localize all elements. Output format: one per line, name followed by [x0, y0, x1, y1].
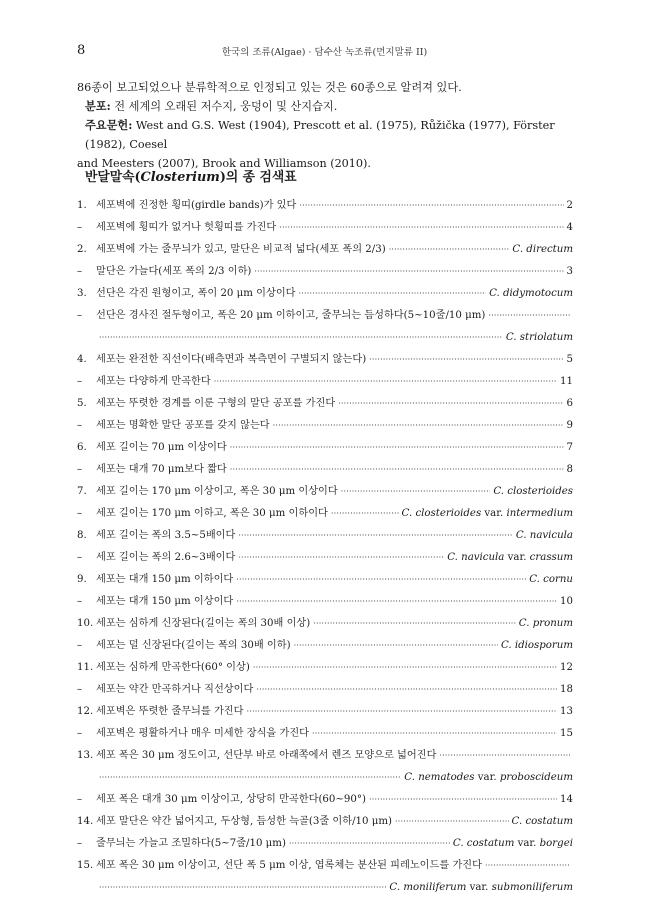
leader-dots — [338, 393, 563, 415]
key-lead-target — [560, 679, 573, 701]
key-entry — [77, 415, 573, 437]
leader-dots — [294, 635, 498, 657]
references-label: 주요문헌: — [85, 118, 133, 132]
page-number: 8 — [77, 43, 86, 58]
key-entry — [77, 437, 573, 459]
leader-dots — [279, 217, 563, 239]
distribution-text: 전 세계의 오래된 저수지, 웅덩이 및 산지습지. — [110, 100, 338, 113]
key-entry — [77, 613, 573, 635]
key-lead-description: 세포 폭은 대개 30 μm 이상이고, 상당히 만곡한다(60~90°) — [96, 794, 366, 805]
key-lead-row — [77, 415, 573, 437]
key-lead-target — [567, 437, 573, 459]
key-lead-taxon: 8 — [566, 464, 573, 475]
key-lead-row — [77, 635, 573, 657]
leader-dots — [389, 239, 510, 261]
key-entry — [77, 217, 573, 239]
key-lead-description: 세포 폭은 30 μm 정도이고, 선단부 바로 아래쪽에서 렌즈 모양으로 넓어진다 — [96, 750, 437, 761]
key-entry — [77, 569, 573, 591]
key-lead-taxon: C. idiosporum — [500, 640, 573, 651]
key-lead-row — [77, 459, 573, 481]
key-lead-row — [77, 745, 573, 767]
key-lead-target — [529, 569, 573, 591]
key-lead-target — [567, 261, 573, 283]
key-lead-description: 세포벽에 진정한 횡띠(girdle bands)가 있다 — [96, 200, 297, 211]
key-lead-number: 13. — [77, 750, 94, 761]
key-lead-row — [77, 679, 573, 701]
key-lead-target — [560, 789, 573, 811]
key-lead-taxon: C. didymotocum — [489, 288, 573, 299]
references-continuation: and Meesters (2007), Brook and Williamson (2010). — [77, 157, 371, 170]
key-lead-var-name: borgei — [539, 838, 573, 849]
key-entry — [77, 855, 573, 899]
key-lead-number: – — [77, 508, 83, 519]
leader-dots — [238, 547, 444, 569]
key-lead-row — [77, 723, 573, 745]
key-lead-taxon: C. moniliferum — [389, 882, 467, 893]
key-entry — [77, 305, 573, 349]
key-lead-target — [453, 833, 573, 855]
key-lead-var-name: crassum — [529, 552, 573, 563]
key-lead-number: 8. — [77, 530, 87, 541]
key-lead-row — [77, 349, 573, 371]
distribution-paragraph — [77, 97, 573, 116]
key-lead-number: – — [77, 376, 83, 387]
key-entry — [77, 657, 573, 679]
key-lead-row — [77, 195, 573, 217]
key-lead-description: 세포는 약간 만곡하거나 직선상이다 — [96, 684, 254, 695]
key-lead-row — [77, 591, 573, 613]
key-lead-number: 15. — [77, 860, 94, 871]
key-lead-description: 세포는 대개 70 μm보다 짧다 — [96, 464, 227, 475]
key-entry — [77, 459, 573, 481]
key-lead-row — [77, 283, 573, 305]
key-lead-target — [402, 503, 573, 525]
key-lead-number: 3. — [77, 288, 87, 299]
leader-dots — [247, 701, 558, 723]
key-lead-number: 10. — [77, 618, 94, 629]
key-lead-description: 선단은 경사진 절두형이고, 폭은 20 μm 이하이고, 줄무늬는 듬성하다(5~10줄/10 μm) — [96, 310, 486, 321]
key-lead-description: 세포는 명확한 말단 공포를 갖지 않는다 — [96, 420, 270, 431]
key-lead-var-marker: var. — [504, 552, 530, 563]
key-lead-taxon: C. striolatum — [505, 332, 573, 343]
key-entry — [77, 679, 573, 701]
key-lead-taxon: C. navicula — [447, 552, 505, 563]
running-title: 한국의 조류(Algae) · 담수산 녹조류(먼지말류 II) — [221, 47, 428, 58]
key-lead-taxon: 5 — [566, 354, 573, 365]
key-lead-taxon: 11 — [560, 376, 573, 387]
key-lead-target — [389, 877, 573, 899]
key-entry — [77, 745, 573, 789]
key-lead-number: 11. — [77, 662, 94, 673]
key-lead-var-marker: var. — [474, 772, 500, 783]
key-entry — [77, 789, 573, 811]
leader-dots — [289, 833, 450, 855]
key-entry — [77, 547, 573, 569]
leader-dots — [256, 679, 557, 701]
key-lead-description: 세포는 심하게 만곡한다(60° 이상) — [96, 662, 250, 673]
key-lead-row — [77, 613, 573, 635]
key-lead-description: 세포는 다양하게 만곡한다 — [96, 376, 211, 387]
key-lead-description: 세포 길이는 70 μm 이상이다 — [96, 442, 227, 453]
intro-text — [77, 78, 573, 173]
leader-dots — [313, 613, 516, 635]
key-lead-number: – — [77, 420, 83, 431]
key-entry — [77, 833, 573, 855]
leader-dots — [273, 415, 564, 437]
key-lead-target — [560, 723, 573, 745]
key-lead-target — [560, 371, 573, 393]
key-lead-taxon: 7 — [566, 442, 573, 453]
key-lead-description: 세포벽은 뚜렷한 줄무늬를 가진다 — [96, 706, 244, 717]
key-lead-description: 줄무늬는 가늘고 조밀하다(5~7줄/10 μm) — [96, 838, 286, 849]
key-lead-taxon: 15 — [560, 728, 573, 739]
key-lead-continuation — [77, 767, 573, 789]
key-lead-number: 14. — [77, 816, 94, 827]
key-lead-description: 선단은 각진 원형이고, 폭이 20 μm 이상이다 — [96, 288, 296, 299]
key-lead-target — [404, 767, 573, 789]
key-entry — [77, 701, 573, 723]
key-lead-taxon: 13 — [560, 706, 573, 717]
key-lead-var-name: proboscideum — [499, 772, 573, 783]
leader-dots — [230, 459, 564, 481]
leader-dots — [99, 327, 503, 349]
key-lead-target — [567, 195, 573, 217]
key-lead-target — [567, 393, 573, 415]
key-entry — [77, 635, 573, 657]
key-lead-target — [567, 217, 573, 239]
key-lead-row — [77, 569, 573, 591]
key-lead-var-marker: var. — [514, 838, 540, 849]
key-lead-target — [560, 591, 573, 613]
key-lead-row — [77, 833, 573, 855]
key-lead-target — [516, 525, 573, 547]
key-lead-row — [77, 261, 573, 283]
key-lead-row — [77, 503, 573, 525]
key-lead-row — [77, 525, 573, 547]
key-lead-description: 세포벽에 횡띠가 없거나 헛횡띠를 가진다 — [96, 222, 277, 233]
key-lead-description: 세포벽에 가는 줄무늬가 있고, 말단은 비교적 넓다(세포 폭의 2/3) — [96, 244, 386, 255]
key-lead-description: 세포는 대개 150 μm 이하이다 — [96, 574, 234, 585]
key-lead-number: – — [77, 266, 83, 277]
leader-dots — [236, 591, 557, 613]
leader-dots — [485, 855, 570, 877]
key-lead-row — [77, 789, 573, 811]
key-entry — [77, 723, 573, 745]
key-lead-taxon: 18 — [560, 684, 573, 695]
key-lead-taxon: C. costatum — [452, 838, 515, 849]
key-lead-number: – — [77, 728, 83, 739]
key-lead-target — [501, 635, 573, 657]
leader-dots — [214, 371, 557, 393]
leader-dots — [369, 789, 557, 811]
key-entry — [77, 349, 573, 371]
leader-dots — [99, 877, 386, 899]
leader-dots — [230, 437, 564, 459]
key-lead-target — [567, 349, 573, 371]
key-lead-description: 세포 길이는 170 μm 이상이고, 폭은 30 μm 이상이다 — [96, 486, 338, 497]
key-lead-row — [77, 657, 573, 679]
key-lead-taxon: 3 — [566, 266, 573, 277]
key-entry — [77, 503, 573, 525]
leader-dots — [99, 767, 401, 789]
page-header — [77, 43, 572, 57]
key-lead-number: – — [77, 684, 83, 695]
key-lead-target — [567, 459, 573, 481]
key-lead-target — [519, 613, 573, 635]
key-heading-suffix: )의 종 검색표 — [219, 170, 297, 185]
key-lead-number: – — [77, 222, 83, 233]
key-entry — [77, 239, 573, 261]
key-lead-taxon: C. nematodes — [404, 772, 475, 783]
references-paragraph — [77, 116, 573, 154]
leader-dots — [238, 525, 512, 547]
key-lead-taxon: 6 — [566, 398, 573, 409]
key-lead-row — [77, 481, 573, 503]
key-lead-description: 세포벽은 평활하거나 매우 미세한 장식을 가진다 — [96, 728, 310, 739]
key-lead-description: 세포는 덜 신장된다(길이는 폭의 30배 이하) — [96, 640, 291, 651]
key-lead-taxon: 12 — [560, 662, 573, 673]
key-lead-number: 7. — [77, 486, 87, 497]
key-lead-row — [77, 239, 573, 261]
key-lead-number: – — [77, 640, 83, 651]
key-lead-number: 9. — [77, 574, 87, 585]
key-lead-taxon: C. cornu — [529, 574, 573, 585]
leader-dots — [488, 305, 570, 327]
key-heading-genus: Closterium — [140, 170, 220, 185]
leader-dots — [236, 569, 526, 591]
key-entry — [77, 393, 573, 415]
key-lead-taxon: 14 — [560, 794, 573, 805]
identification-key — [77, 195, 573, 899]
key-entry — [77, 371, 573, 393]
key-lead-taxon: C. pronum — [518, 618, 573, 629]
key-lead-row — [77, 393, 573, 415]
leader-dots — [299, 283, 487, 305]
leader-dots — [331, 503, 399, 525]
key-lead-taxon: 10 — [560, 596, 573, 607]
key-lead-number: – — [77, 552, 83, 563]
key-lead-row — [77, 371, 573, 393]
key-lead-row — [77, 217, 573, 239]
key-lead-number: – — [77, 596, 83, 607]
key-lead-taxon: 9 — [566, 420, 573, 431]
key-lead-continuation — [77, 877, 573, 899]
key-lead-number: 12. — [77, 706, 94, 717]
key-lead-description: 세포 길이는 폭의 3.5~5배이다 — [96, 530, 236, 541]
key-lead-taxon: C. closterioides — [493, 486, 573, 497]
key-lead-var-marker: var. — [466, 882, 492, 893]
key-entry — [77, 481, 573, 503]
key-lead-number: – — [77, 464, 83, 475]
key-lead-target — [560, 657, 573, 679]
key-lead-taxon: C. closterioides — [401, 508, 482, 519]
key-lead-description: 세포 길이는 170 μm 이하고, 폭은 30 μm 이하이다 — [96, 508, 328, 519]
key-heading — [85, 166, 297, 185]
key-lead-var-marker: var. — [481, 508, 507, 519]
leader-dots — [253, 657, 557, 679]
key-lead-number: – — [77, 794, 83, 805]
key-lead-target — [493, 481, 573, 503]
key-lead-target — [489, 283, 573, 305]
leader-dots — [312, 723, 557, 745]
key-entry — [77, 261, 573, 283]
key-lead-row — [77, 305, 573, 327]
key-lead-var-name: intermedium — [506, 508, 573, 519]
key-lead-taxon: 2 — [566, 200, 573, 211]
key-lead-number: – — [77, 838, 83, 849]
key-lead-taxon: C. navicula — [515, 530, 573, 541]
key-lead-number: 6. — [77, 442, 87, 453]
key-lead-target — [567, 415, 573, 437]
distribution-label: 분포: — [85, 99, 111, 113]
key-lead-target — [512, 239, 573, 261]
key-entry — [77, 525, 573, 547]
key-lead-taxon: C. directum — [512, 244, 573, 255]
key-entry — [77, 195, 573, 217]
references-text: West and G.S. West (1904), Prescott et al. (1975), Růžička (1977), Förster (1982), Coesel — [85, 119, 555, 151]
key-lead-var-name: submoniliferum — [491, 882, 573, 893]
key-lead-description: 세포 길이는 폭의 2.6~3배이다 — [96, 552, 236, 563]
key-lead-number: 1. — [77, 200, 87, 211]
key-lead-taxon: 4 — [566, 222, 573, 233]
key-lead-description: 말단은 가늘다(세포 폭의 2/3 이하) — [96, 266, 252, 277]
key-lead-number: 5. — [77, 398, 87, 409]
key-lead-number: 4. — [77, 354, 87, 365]
key-lead-description: 세포는 대개 150 μm 이상이다 — [96, 596, 234, 607]
key-lead-number: 2. — [77, 244, 87, 255]
leader-dots — [369, 349, 563, 371]
leader-dots — [341, 481, 491, 503]
key-entry — [77, 283, 573, 305]
key-lead-target — [447, 547, 573, 569]
key-lead-continuation — [77, 327, 573, 349]
key-lead-number: – — [77, 310, 83, 321]
key-lead-row — [77, 701, 573, 723]
key-heading-prefix: 반달말속( — [85, 170, 141, 185]
key-lead-description: 세포는 뚜렷한 경계를 이룬 구형의 말단 공포를 가진다 — [96, 398, 336, 409]
key-lead-description: 세포는 심하게 신장된다(길이는 폭의 30배 이상) — [96, 618, 311, 629]
key-lead-taxon: C. costatum — [511, 816, 573, 827]
intro-line: 86종이 보고되었으나 분류학적으로 인정되고 있는 것은 60종으로 알려져 있다. — [77, 81, 462, 94]
key-lead-row — [77, 547, 573, 569]
key-lead-row — [77, 437, 573, 459]
key-lead-target — [506, 327, 573, 349]
key-lead-target — [560, 701, 573, 723]
key-entry — [77, 591, 573, 613]
leader-dots — [299, 195, 563, 217]
key-lead-description: 세포 말단은 약간 넓어지고, 두상형, 듬성한 늑골(3줄 이하/10 μm) — [96, 816, 392, 827]
leader-dots — [439, 745, 570, 767]
key-lead-description: 세포 폭은 30 μm 이상이고, 선단 폭 5 μm 이상, 엽록체는 분산된 피레노이드를 가진다 — [96, 860, 482, 871]
leader-dots — [254, 261, 563, 283]
key-lead-row — [77, 855, 573, 877]
key-lead-description: 세포는 완전한 직선이다(배측면과 복측면이 구별되지 않는다) — [96, 354, 367, 365]
